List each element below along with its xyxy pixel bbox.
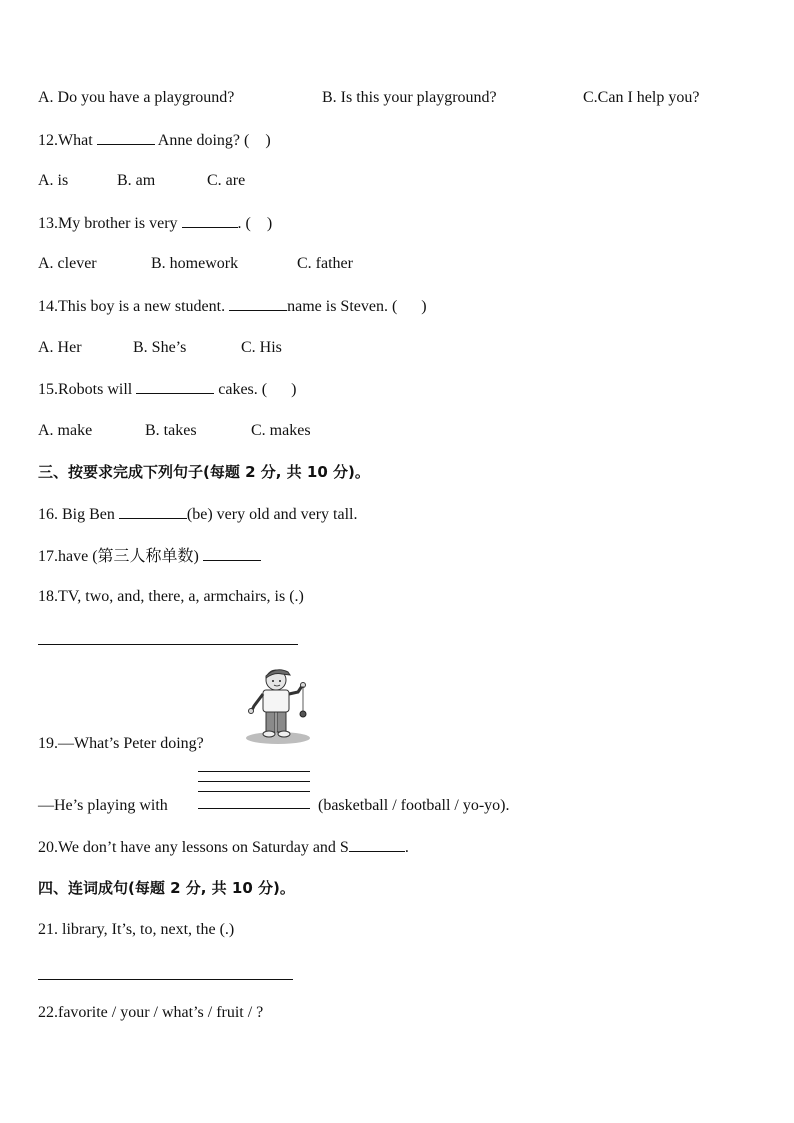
- boy-yoyo-illustration: [244, 664, 314, 746]
- q11-option-b: B. Is this your playground?: [322, 89, 497, 106]
- q18-question: 18.TV, two, and, there, a, armchairs, is (.): [38, 588, 304, 605]
- q19-line-1: [198, 771, 310, 772]
- q20-prefix: 20.We don’t have any lessons on Saturday and S: [38, 839, 349, 856]
- q12-suffix: Anne doing? ( ): [157, 132, 271, 149]
- q14-option-b: B. She’s: [133, 339, 187, 356]
- q19-answer-label: —He’s playing with: [38, 797, 168, 814]
- q13-prefix: 13.My brother is very: [38, 215, 178, 232]
- q17-prefix: 17.have (第三人称单数): [38, 548, 199, 565]
- q15-answer-blank[interactable]: [136, 379, 214, 394]
- q19-answer-choices: (basketball / football / yo-yo).: [318, 797, 510, 814]
- q12-answer-blank[interactable]: [97, 130, 155, 145]
- q11-options-row: [38, 88, 234, 108]
- section-3-heading: 三、按要求完成下列句子(每题 2 分, 共 10 分)。: [38, 463, 370, 481]
- q13-question: [38, 213, 272, 234]
- q12-option-c: C. are: [207, 172, 246, 189]
- q14-option-a: A. Her: [38, 339, 82, 356]
- q15-suffix: cakes. ( ): [218, 381, 297, 398]
- q19-line-2: [198, 781, 310, 782]
- q14-suffix: name is Steven. ( ): [287, 298, 427, 315]
- q15-option-c: C. makes: [251, 422, 311, 439]
- q14-prefix: 14.This boy is a new student.: [38, 298, 226, 315]
- q20-question: [38, 837, 409, 858]
- q13-option-b: B. homework: [151, 255, 239, 272]
- q21-question: 21. library, It’s, to, next, the (.): [38, 921, 235, 938]
- q15-option-b: B. takes: [145, 422, 197, 439]
- q19-question: 19.—What’s Peter doing?: [38, 735, 204, 752]
- q12-prefix: 12.What: [38, 132, 93, 149]
- section-4-heading: 四、连词成句(每题 2 分, 共 10 分)。: [38, 879, 295, 897]
- q11-option-c: C.Can I help you?: [583, 89, 700, 106]
- q16-prefix: 16. Big Ben: [38, 506, 115, 523]
- q13-answer-blank[interactable]: [182, 213, 238, 228]
- q15-prefix: 15.Robots will: [38, 381, 133, 398]
- q18-answer-line[interactable]: [38, 644, 298, 645]
- q12-option-b: B. am: [117, 172, 156, 189]
- q20-suffix: .: [404, 839, 409, 856]
- q12-question: [38, 130, 271, 151]
- q13-suffix: . ( ): [237, 215, 273, 232]
- q14-answer-blank[interactable]: [229, 296, 287, 311]
- q20-answer-blank[interactable]: [349, 837, 405, 852]
- q12-option-a: A. is: [38, 172, 69, 189]
- q17-answer-blank[interactable]: [203, 546, 261, 561]
- q15-question: [38, 379, 296, 400]
- q15-option-a: A. make: [38, 422, 93, 439]
- q17-question: [38, 546, 261, 567]
- q19-line-3: [198, 791, 310, 792]
- q16-question: [38, 504, 358, 525]
- q22-question: 22.favorite / your / what’s / fruit / ?: [38, 1004, 264, 1021]
- q19-answer-blank[interactable]: [198, 796, 310, 810]
- q21-answer-line[interactable]: [38, 979, 293, 980]
- q16-suffix: (be) very old and very tall.: [186, 506, 358, 523]
- q14-question: [38, 296, 427, 317]
- q13-option-a: A. clever: [38, 255, 97, 272]
- q13-option-c: C. father: [297, 255, 353, 272]
- q14-option-c: C. His: [241, 339, 282, 356]
- q11-option-a: A. Do you have a playground?: [38, 89, 235, 106]
- q16-answer-blank[interactable]: [119, 504, 187, 519]
